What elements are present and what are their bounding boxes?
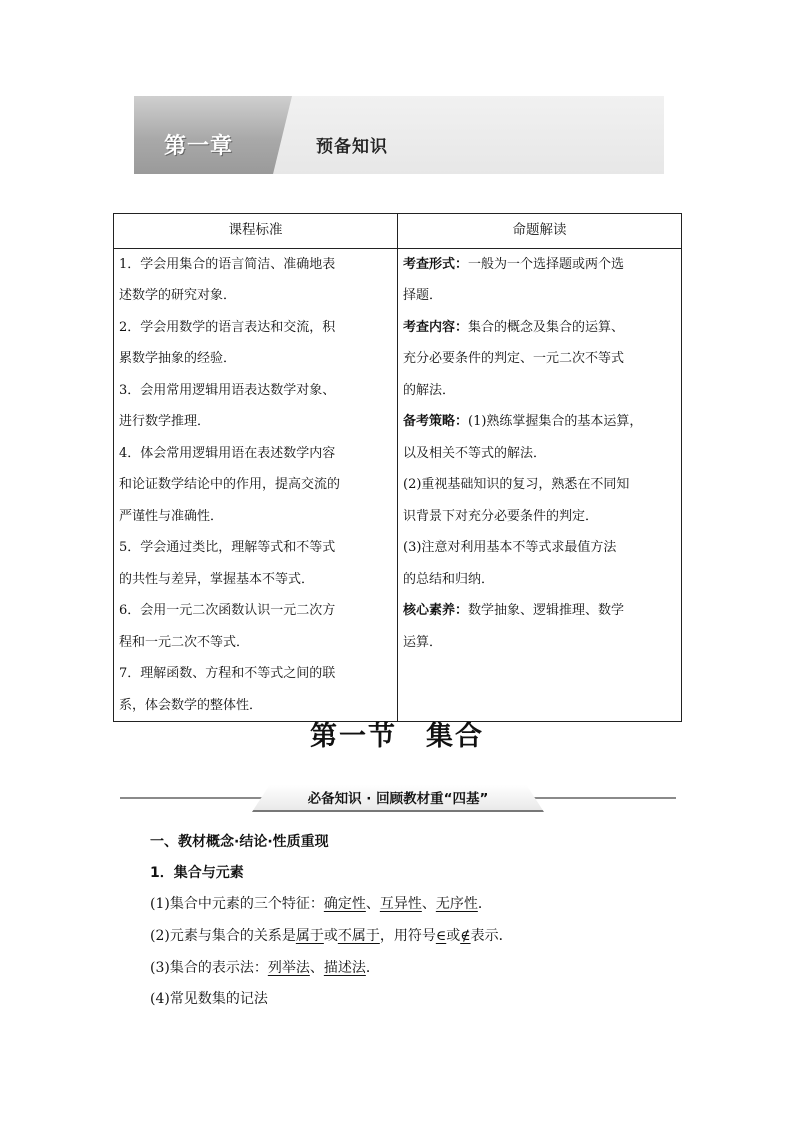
exam-form-label: 考查形式：	[403, 256, 469, 272]
standards-line: 1．学会用集合的语言简洁、准确地表	[119, 256, 336, 272]
core-literacy-label: 核心素养：	[403, 603, 469, 618]
blank-answer: ∈	[435, 928, 447, 944]
standards-line: 程和一元二次不等式．	[119, 634, 250, 650]
blank-answer: 不属于	[337, 928, 380, 944]
strategy-line	[403, 406, 676, 438]
strategy-text-3: (2)重视基础知识的复习，熟悉在不同知	[403, 477, 630, 492]
standards-line: 严谨性与准确性．	[119, 508, 224, 524]
standards-line: 3．会用常用逻辑用语表达数学对象、	[119, 382, 336, 398]
text: ．	[477, 896, 492, 912]
exam-content-label: 考查内容：	[403, 319, 469, 335]
blank-answer: 描述法	[323, 960, 366, 976]
standards-line: 进行数学推理．	[119, 414, 211, 429]
strategy-text-2: 以及相关不等式的解法．	[403, 445, 547, 461]
section-title: 第一节 集合	[310, 721, 484, 752]
strategy-text-4: 识背景下对充分必要条件的判定．	[403, 508, 599, 524]
interpretation-cell	[398, 248, 682, 722]
text: 或	[323, 928, 338, 944]
text: (1)集合中元素的三个特征：	[150, 896, 324, 912]
standards-line: 2．学会用数学的语言表达和交流，积	[119, 319, 336, 335]
strategy-text-5: (3)注意对利用基本不等式求最值方法	[403, 540, 617, 555]
ribbon-line-right	[526, 797, 676, 799]
text: ，用符号	[379, 928, 436, 944]
paragraph-features	[150, 893, 492, 913]
strategy-text-6: 的总结和归纳．	[403, 571, 495, 587]
exam-content-text-3: 的解法．	[403, 382, 456, 398]
heading-concepts: 一、教材概念·结论·性质重现	[150, 834, 329, 850]
exam-content-text: 集合的概念及集合的运算、	[468, 319, 625, 335]
blank-answer: ∉	[460, 928, 471, 944]
exam-form-text: 一般为一个选择题或两个选	[468, 256, 625, 272]
core-literacy-text: 数学抽象、逻辑推理、数学	[468, 603, 625, 618]
text: 、	[309, 960, 324, 976]
chapter-number: 第一章	[164, 134, 234, 159]
standards-line: 和论证数学结论中的作用，提高交流的	[119, 477, 341, 492]
text: (3)集合的表示法：	[150, 960, 268, 976]
standards-line: 累数学抽象的经验．	[119, 351, 237, 366]
paragraph-representation	[150, 957, 380, 977]
blank-answer: 无序性	[435, 896, 478, 912]
core-literacy-text-2: 运算．	[403, 634, 443, 650]
exam-content-text-2: 充分必要条件的判定、一元二次不等式	[403, 351, 625, 366]
text: ．	[365, 960, 380, 976]
table-header-interpretation: 命题解读	[398, 214, 682, 249]
standards-line: 6．会用一元二次函数认识一元二次方	[119, 603, 336, 618]
chapter-title: 预备知识	[316, 137, 388, 157]
blank-answer: 确定性	[323, 896, 366, 912]
standards-line: 述数学的研究对象．	[119, 288, 237, 303]
standards-line: 7．理解函数、方程和不等式之间的联	[119, 666, 336, 681]
table-header-standards: 课程标准	[114, 214, 398, 249]
standards-line: 4．体会常用逻辑用语在表述数学内容	[119, 445, 336, 461]
strategy-label: 备考策略：	[403, 414, 469, 429]
heading-sets-elements: 1．集合与元素	[150, 865, 244, 881]
standards-line: 的共性与差异，掌握基本不等式．	[119, 571, 315, 587]
text: 、	[421, 896, 436, 912]
strategy-text: (1)熟练掌握集合的基本运算，	[468, 414, 643, 429]
exam-content-line	[403, 312, 676, 344]
exam-form-line	[403, 249, 676, 281]
blank-answer: 列举法	[267, 960, 310, 976]
standards-cell	[114, 248, 398, 722]
text: 或	[446, 928, 461, 944]
ribbon-text: 必备知识 · 回顾教材重“四基”	[307, 791, 489, 807]
exam-form-text-2: 择题．	[403, 288, 443, 303]
text: 、	[365, 896, 380, 912]
paragraph-number-sets: (4)常见数集的记法	[150, 991, 268, 1007]
text: 表示．	[470, 928, 513, 944]
core-literacy-line	[403, 595, 676, 627]
blank-answer: 属于	[295, 928, 324, 944]
chapter-banner	[134, 96, 664, 174]
paragraph-relation	[150, 925, 513, 945]
standards-table	[113, 213, 682, 722]
blank-answer: 互异性	[379, 896, 422, 912]
ribbon-line-left	[120, 797, 270, 799]
standards-line: 系，体会数学的整体性．	[119, 697, 263, 713]
text: (2)元素与集合的关系是	[150, 928, 296, 944]
standards-line: 5．学会通过类比，理解等式和不等式	[119, 540, 336, 555]
